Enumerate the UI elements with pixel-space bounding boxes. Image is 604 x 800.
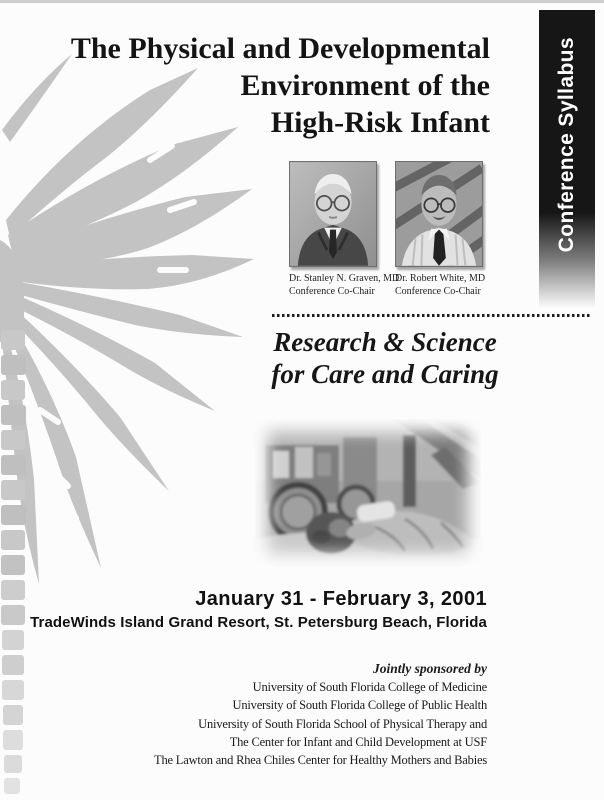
conference-tagline [235, 326, 535, 390]
event-dates: January 31 - February 3, 2001 [195, 588, 487, 610]
portrait-white-photo [395, 161, 483, 267]
event-venue: TradeWinds Island Grand Resort, St. Petersburg Beach, Florida [30, 614, 487, 631]
title-line-3: High-Risk Infant [270, 106, 490, 139]
co-chair-name: Dr. Stanley N. Graven, MD [289, 273, 400, 284]
banner-label: Conference Syllabus [555, 37, 578, 253]
co-chair-white [395, 161, 486, 298]
title-line-1: The Physical and Developmental [70, 32, 490, 65]
sponsors-intro: Jointly sponsored by [372, 661, 487, 676]
co-chairs-row [289, 161, 486, 298]
co-chair-role: Conference Co-Chair [395, 285, 481, 297]
co-chair-name: Dr. Robert White, MD [395, 273, 486, 284]
sponsors-block [154, 660, 487, 769]
sponsor-line: University of South Florida College of Public Health [232, 698, 487, 713]
page-title [0, 30, 490, 141]
co-chair-graven [289, 161, 400, 298]
dotted-separator [272, 314, 592, 317]
portrait-graven-photo [289, 161, 377, 267]
tagline-line-1: Research & Science [273, 327, 497, 357]
tagline-line-2: for Care and Caring [271, 359, 499, 389]
top-border-rule [0, 0, 604, 3]
title-line-2: Environment of the [240, 69, 490, 102]
sponsor-line: The Lawton and Rhea Chiles Center for Healthy Mothers and Babies [154, 753, 487, 768]
sponsor-line: University of South Florida College of Medicine [252, 680, 487, 694]
co-chair-role: Conference Co-Chair [289, 285, 375, 297]
nicu-infant-photo [255, 419, 481, 567]
conference-syllabus-banner [539, 10, 595, 308]
sponsor-line: University of South Florida School of Physical Therapy and [198, 716, 487, 731]
sponsor-line: The Center for Infant and Child Development at USF [229, 734, 487, 749]
